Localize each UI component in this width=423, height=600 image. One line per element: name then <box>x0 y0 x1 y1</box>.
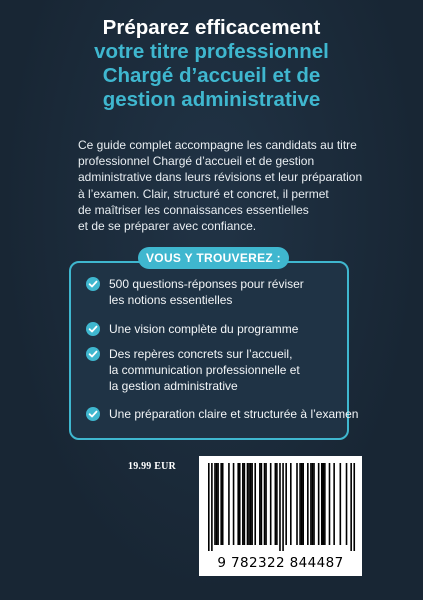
highlight-line: Des repères concrets sur l’accueil, <box>109 347 293 361</box>
barcode-bar <box>301 463 303 545</box>
highlight-line: les notions essentielles <box>109 293 233 307</box>
barcode-bar <box>248 463 250 545</box>
title-line-2: votre titre professionnel <box>94 40 329 63</box>
barcode-bar <box>261 463 263 545</box>
barcode-bar <box>222 463 224 545</box>
barcode-bar <box>329 463 331 545</box>
barcode-bar <box>350 463 352 551</box>
barcode-bar <box>276 463 278 545</box>
barcode-bar <box>312 463 314 545</box>
isbn-digits: 9 782322 844487 <box>217 555 344 571</box>
intro-line: professionnel Chargé d’accueil et de gestion <box>78 154 315 169</box>
barcode-bar <box>237 463 239 545</box>
intro-line: Ce guide complet accompagne les candidats au titre <box>78 138 357 152</box>
intro-line: et de se préparer avec confiance. <box>78 219 257 234</box>
barcode-bar <box>310 463 312 545</box>
barcode-bar <box>211 463 213 551</box>
intro-paragraph <box>78 137 378 234</box>
barcode-bar <box>244 463 246 545</box>
barcode-bar <box>250 463 252 545</box>
barcode-bar <box>333 463 335 545</box>
highlight-line: Une préparation claire et structurée à l’examen <box>109 407 359 421</box>
barcode-bar <box>299 463 301 545</box>
highlight-text <box>109 406 359 422</box>
barcode-bar <box>220 463 222 545</box>
barcode-bar <box>251 463 253 545</box>
barcode-bar <box>217 463 219 545</box>
isbn-barcode <box>199 456 362 576</box>
check-icon <box>86 407 100 421</box>
title-line-4: gestion administrative <box>102 88 321 111</box>
barcode-bar <box>302 463 304 545</box>
barcode-bar <box>270 463 272 545</box>
barcode-bar <box>313 463 315 545</box>
barcode-bar <box>259 463 261 545</box>
barcode-bar <box>254 463 256 545</box>
check-icon <box>86 322 100 336</box>
barcode-bar <box>214 463 216 545</box>
barcode-bar <box>279 463 281 551</box>
barcode-bar <box>282 463 284 551</box>
highlights-heading: VOUS Y TROUVEREZ : <box>138 247 289 269</box>
intro-line: administrative dans leurs révisions et leur préparation <box>78 170 363 185</box>
highlight-line: 500 questions-réponses pour réviser <box>109 277 304 291</box>
price-label: 19.99 EUR <box>128 461 176 472</box>
intro-line: à l’examen. Clair, structuré et concret, il permet <box>78 186 329 201</box>
barcode-bar <box>340 463 342 545</box>
barcode-bar <box>324 463 326 545</box>
barcode-bar <box>290 463 292 545</box>
barcode-bar <box>353 463 355 551</box>
check-icon <box>86 347 100 361</box>
barcode-bar <box>346 463 348 545</box>
barcode-bar <box>285 463 287 545</box>
barcode-bar <box>208 463 210 551</box>
barcode-bar <box>216 463 218 545</box>
barcode-bar <box>318 463 320 545</box>
barcode-bar <box>242 463 244 545</box>
barcode-bar <box>228 463 230 545</box>
barcode-bar <box>275 463 277 545</box>
barcode-bar <box>296 463 298 545</box>
barcode-bar <box>247 463 249 545</box>
highlight-text <box>109 346 349 394</box>
highlight-line: la gestion administrative <box>109 379 238 393</box>
intro-line: de maîtriser les connaissances essentielles <box>78 202 309 217</box>
title-line-1: Préparez efficacement <box>102 16 321 39</box>
highlight-text <box>109 276 349 308</box>
highlight-line: Une vision complète du programme <box>109 322 299 336</box>
barcode-bar <box>265 463 267 545</box>
barcode-bars <box>199 456 362 556</box>
highlight-text <box>109 321 349 337</box>
title-line-3: Chargé d’accueil et de <box>102 64 321 87</box>
barcode-bar <box>321 463 323 545</box>
check-icon <box>86 277 100 291</box>
barcode-bar <box>323 463 325 545</box>
barcode-bar <box>239 463 241 545</box>
barcode-bar <box>307 463 309 545</box>
barcode-bar <box>264 463 266 545</box>
highlight-line: la communication professionnelle et <box>109 363 300 377</box>
barcode-bar <box>233 463 235 545</box>
